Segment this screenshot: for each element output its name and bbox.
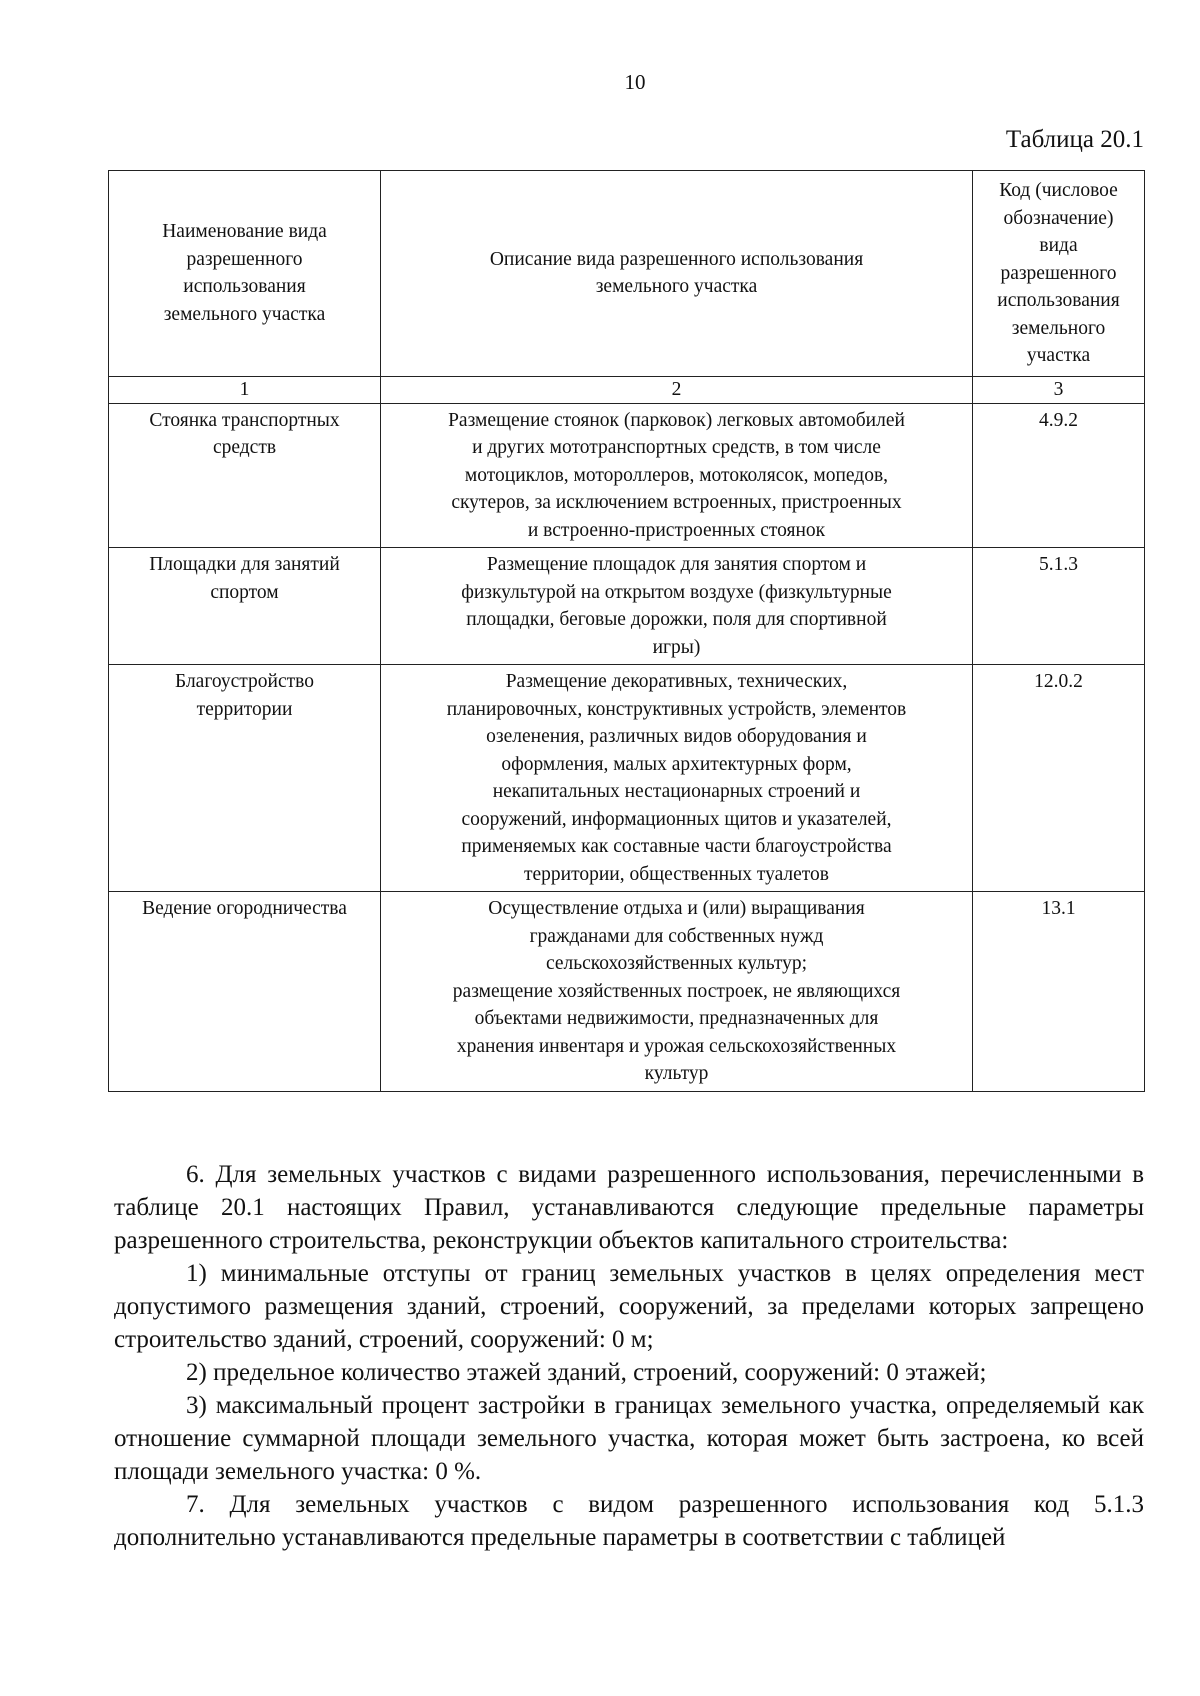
item-1: 1) минимальные отступы от границ земельных участков в целях определения мест допустимого размещения зданий, строений, сооружений, за пределами которых запрещено строительство зданий, строений, сооружений: 0 м; [114, 1260, 1144, 1353]
column-number-row [109, 376, 1145, 403]
cell-line: и других мототранспортных средств, в том числе [472, 437, 881, 458]
item-2: 2) предельное количество этажей зданий, строений, сооружений: 0 этажей; [186, 1359, 987, 1386]
row-name-text [114, 407, 375, 462]
cell-line: Размещение стоянок (парковок) легковых автомобилей [448, 409, 905, 431]
row-name-text [114, 551, 375, 606]
table-row [109, 665, 1145, 892]
row-name-cell [109, 548, 381, 665]
row-name-cell [109, 892, 381, 1092]
cell-line: объектами недвижимости, предназначенных для [474, 1008, 879, 1029]
row-description-text [386, 407, 967, 545]
cell-line: средств [212, 437, 277, 458]
cell-line: игры) [652, 636, 701, 658]
cell-line: земельного участка [595, 276, 758, 298]
cell-line: озеленения, различных видов оборудования и [486, 726, 867, 747]
header-name-text [115, 218, 374, 328]
header-description-text [387, 246, 966, 301]
cell-line: Площадки для занятий [149, 554, 340, 575]
cell-line: некапитальных нестационарных строений и [492, 781, 861, 802]
cell-line: Размещение площадок для занятия спортом и [486, 554, 867, 575]
cell-line: Осуществление отдыха и (или) выращивания [488, 898, 865, 919]
cell-line: физкультурой на открытом воздухе (физкультурные [461, 581, 892, 603]
cell-line: мотоциклов, мотороллеров, мотоколясок, мопедов, [464, 464, 889, 486]
cell-line: спортом [210, 581, 279, 603]
row-description-cell [381, 548, 973, 665]
table-caption: Таблица 20.1 [1005, 126, 1144, 153]
cell-line: участка [1026, 345, 1091, 366]
item-3: 3) максимальный процент застройки в границах земельного участка, определяемый как отношение суммарной площади земельного участка, которая может быть застроена, ко всей площади земельного участка: 0 %. [114, 1392, 1144, 1485]
table-row [109, 403, 1145, 548]
paragraph-6: 6. Для земельных участков с видами разрешенного использования, перечисленными в таблице 20.1 настоящих Правил, устанавливаются следующие предельные параметры разрешенного строительства, реконструкции объектов капитального строительства: [114, 1161, 1144, 1254]
cell-line: оформления, малых архитектурных форм, [501, 753, 852, 775]
row-code-cell: 12.0.2 [973, 665, 1145, 892]
cell-line: Ведение огородничества [142, 898, 347, 919]
table-row [109, 548, 1145, 665]
cell-line: Благоустройство [175, 671, 314, 692]
cell-line: сооружений, информационных щитов и указателей, [461, 808, 892, 830]
row-description-cell [381, 665, 973, 892]
row-code-cell: 5.1.3 [973, 548, 1145, 665]
cell-line: территории, общественных туалетов [523, 863, 830, 885]
cell-line: вида [1039, 235, 1078, 256]
row-description-text [386, 551, 967, 661]
row-description-cell [381, 892, 973, 1092]
cell-line: Код (числовое [999, 180, 1118, 201]
cell-line: Описание вида разрешенного использования [489, 248, 864, 270]
cell-line: Стоянка транспортных [149, 409, 340, 431]
header-name-cell [109, 171, 381, 377]
cell-line: использования [997, 290, 1120, 311]
cell-line: площадки, беговые дорожки, поля для спортивной [466, 609, 887, 630]
cell-line: Размещение декоративных, технических, [505, 671, 848, 692]
column-number-2: 2 [381, 376, 973, 403]
cell-line: и встроенно-пристроенных стоянок [527, 519, 826, 541]
cell-line: территории [196, 698, 293, 720]
row-description-text [386, 895, 967, 1088]
row-code-cell: 4.9.2 [973, 403, 1145, 548]
cell-line: земельного участка [163, 303, 326, 325]
cell-line: планировочных, конструктивных устройств, элементов [446, 698, 907, 720]
row-name-cell [109, 403, 381, 548]
row-name-text [114, 668, 375, 723]
row-description-cell [381, 403, 973, 548]
land-use-table [108, 170, 1145, 1092]
cell-line: гражданами для собственных нужд [529, 925, 824, 947]
paragraph-7: 7. Для земельных участков с видом разрешенного использования код 5.1.3 дополнительно устанавливаются предельные параметры в соответствии с таблицей [114, 1491, 1144, 1551]
body-text [114, 1158, 1144, 1554]
row-name-text [114, 895, 375, 923]
table-header-row [109, 171, 1145, 377]
cell-line: Наименование вида [162, 221, 327, 243]
row-description-text [386, 668, 967, 888]
cell-line: применяемых как составные части благоустройства [461, 836, 892, 857]
cell-line: скутеров, за исключением встроенных, пристроенных [451, 492, 902, 513]
cell-line: культур [644, 1063, 709, 1084]
header-code-text [979, 177, 1138, 370]
cell-line: использования [183, 276, 306, 298]
header-description-cell [381, 171, 973, 377]
row-name-cell [109, 665, 381, 892]
cell-line: разрешенного [1000, 262, 1117, 284]
cell-line: обозначение) [1003, 207, 1114, 229]
row-code-cell: 13.1 [973, 892, 1145, 1092]
column-number-1: 1 [109, 376, 381, 403]
page-number: 10 [624, 70, 646, 94]
header-code-cell [973, 171, 1145, 377]
cell-line: размещение хозяйственных построек, не являющихся [452, 980, 901, 1002]
table-row [109, 892, 1145, 1092]
column-number-3: 3 [973, 376, 1145, 403]
cell-line: сельскохозяйственных культур; [545, 953, 808, 974]
cell-line: хранения инвентаря и урожая сельскохозяйственных [456, 1035, 897, 1057]
cell-line: земельного [1011, 317, 1106, 339]
cell-line: разрешенного [186, 248, 303, 270]
